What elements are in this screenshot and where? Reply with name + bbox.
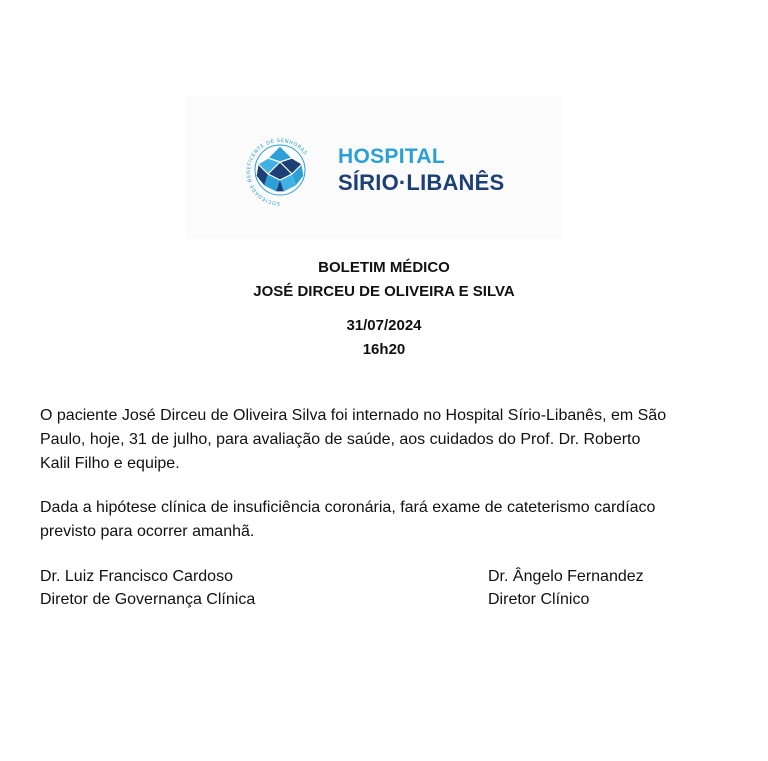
bulletin-time: 16h20 bbox=[362, 341, 406, 358]
hospital-wordmark bbox=[338, 146, 504, 194]
paragraph-line: O paciente José Dirceu de Oliveira Silva foi internado no Hospital Sírio-Libanês, em São bbox=[40, 407, 667, 424]
paragraph-line: Dada a hipótese clínica de insuficiência coronária, fará exame de cateterismo cardíaco bbox=[40, 499, 656, 516]
logo-line-name: SÍRIO·LIBANÊS bbox=[338, 170, 505, 195]
paragraph-line: Kalil Filho e equipe. bbox=[40, 455, 180, 472]
signature-right bbox=[488, 565, 644, 611]
signature-left bbox=[40, 565, 255, 611]
bulletin-date: 31/07/2024 bbox=[346, 317, 422, 334]
paragraph-diagnosis bbox=[40, 496, 740, 544]
paragraph-line: Paulo, hoje, 31 de julho, para avaliação de saúde, aos cuidados do Prof. Dr. Roberto bbox=[40, 431, 641, 448]
patient-name: JOSÉ DIRCEU DE OLIVEIRA E SILVA bbox=[253, 283, 515, 300]
paragraph-admission bbox=[40, 404, 740, 476]
signature-right-name: Dr. Ângelo Fernandez bbox=[488, 568, 644, 585]
hospital-emblem-icon bbox=[236, 130, 324, 210]
logo-line-hospital: HOSPITAL bbox=[338, 145, 446, 168]
paragraph-line: previsto para ocorrer amanhã. bbox=[40, 523, 255, 540]
document-title: BOLETIM MÉDICO bbox=[318, 259, 450, 276]
signature-left-title: Diretor de Governança Clínica bbox=[40, 591, 256, 608]
signature-left-name: Dr. Luiz Francisco Cardoso bbox=[40, 568, 233, 585]
signature-right-title: Diretor Clínico bbox=[488, 591, 590, 608]
logo-ring-text: SOCIEDADE BENEFICENTE DE SENHORAS bbox=[246, 137, 309, 207]
